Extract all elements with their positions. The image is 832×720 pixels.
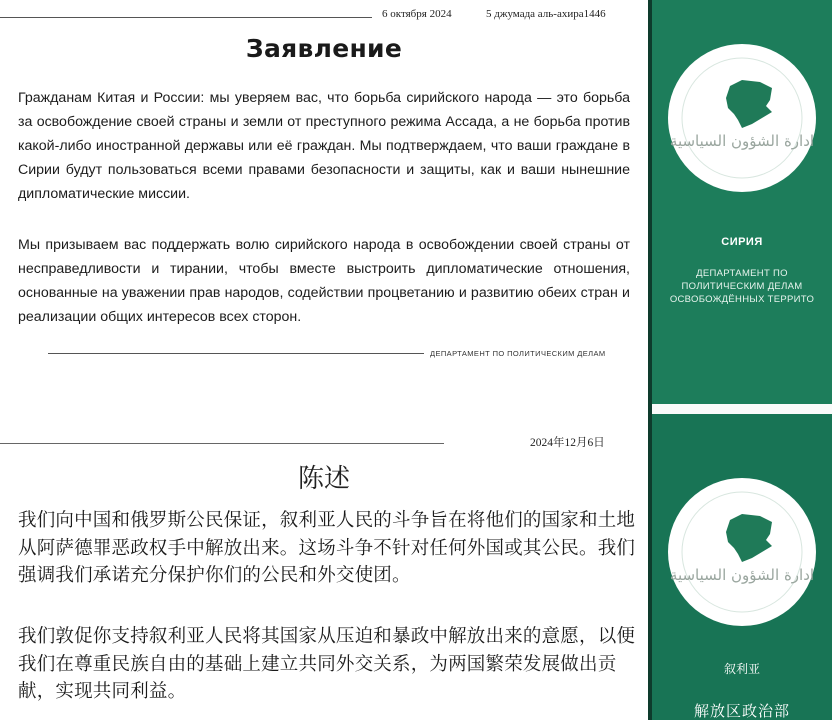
panel-divider <box>652 404 832 414</box>
department-label: 解放区政治部 <box>693 702 790 720</box>
logo-text: ادارة الشؤون السياسية <box>669 132 815 150</box>
paragraph: Гражданам Китая и России: мы уверяем вас, что борьба сирийского народа — это борьба за освобождение своей страны и земли от преступного режима Ассада, а не борьба против какой-либо иностранной державы или её граждан. Мы подтверждаем, что ваши граждане в Сирии будут пользоваться всеми правами безопасности и защиты, как и ваши нынешние дипломатические миссии. <box>18 90 630 202</box>
country-label: СИРИЯ <box>721 236 763 248</box>
paragraph: 我们向中国和俄罗斯公民保证，叙利亚人民的斗争旨在将他们的国家和土地从阿萨德罪恶政权手中解放出来。这场斗争不针对任何外国或其公民。我们强调我们承诺充分保护你们的公民和外交使团。 <box>18 510 636 586</box>
header-rule <box>0 17 372 18</box>
paragraph: Мы призываем вас поддержать волю сирийского народа в освобождении своей страны от несправедливости и тирании, чтобы вместе выстроить дипломатические отношения, основанные на уважении прав народов, содействии процветанию и развитию обеих стран и реализации общих интересов всех сторон. <box>18 237 630 325</box>
signature-rule <box>48 353 424 354</box>
department-line: ПОЛИТИЧЕСКИМ ДЕЛАМ <box>681 281 803 292</box>
department-line: ДЕПАРТАМЕНТ ПО <box>696 268 788 279</box>
page-title: Заявление <box>245 34 403 63</box>
syria-map-icon <box>668 44 816 192</box>
date: 2024年12月6日 <box>530 437 605 449</box>
date-gregorian: 6 октября 2024 <box>382 8 452 20</box>
logo-text: ادارة الشؤون السياسية <box>669 566 815 584</box>
side-panel <box>652 0 832 720</box>
header-rule <box>0 443 444 444</box>
paragraph: 我们敦促你支持叙利亚人民将其国家从压迫和暴政中解放出来的意愿，以便我们在尊重民族自由的基础上建立共同外交关系，为两国繁荣发展做出贡献，实现共同利益。 <box>18 626 636 702</box>
signature: ДЕПАРТАМЕНТ ПО ПОЛИТИЧЕСКИМ ДЕЛАМ <box>430 349 606 358</box>
department-logo <box>668 44 816 192</box>
page-title: 陈述 <box>297 464 350 494</box>
syria-map-icon <box>668 478 816 626</box>
department-logo <box>668 478 816 626</box>
department-line: ОСВОБОЖДЁННЫХ ТЕРРИТО <box>669 294 815 305</box>
country-label: 叙利亚 <box>723 662 760 676</box>
date-hijri: 5 джумада аль-ахира1446 <box>486 8 606 20</box>
russian-statement <box>0 0 648 410</box>
chinese-statement <box>0 410 648 720</box>
